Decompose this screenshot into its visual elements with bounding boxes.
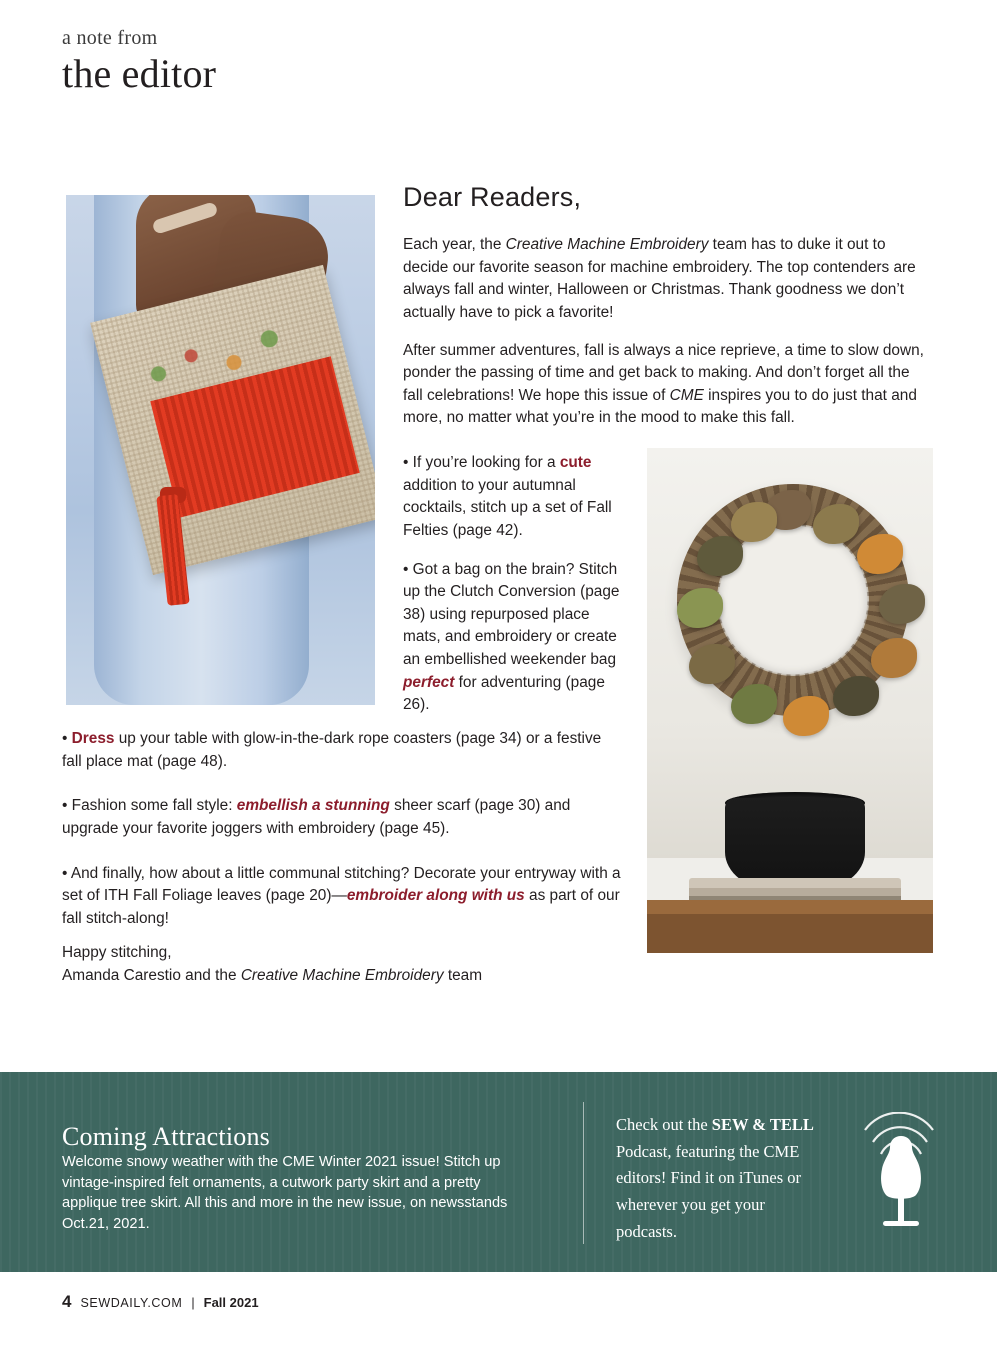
signoff-italic: Creative Machine Embroidery xyxy=(240,966,444,984)
clutch-bag-photo xyxy=(66,195,375,705)
footer-separator: | xyxy=(191,1296,195,1310)
band-divider xyxy=(583,1102,584,1244)
p2-part1: After summer adventures, fall is always a nice reprieve, a time to slow down, ponder the passing of time and get back to making. And don’t forget all the fall celebrations! We hope this issue of xyxy=(403,341,924,404)
letter-signoff xyxy=(62,942,624,987)
narrow-bullet-list xyxy=(403,452,628,733)
letter-body xyxy=(403,234,933,445)
p2-italic: CME xyxy=(669,386,704,404)
bullet-rest: addition to your autumnal cocktails, stitch up a set of Fall Felties (page 42). xyxy=(403,476,612,539)
signoff-tail: team xyxy=(443,966,483,984)
bullet-lead: • If you’re looking for a xyxy=(403,454,560,471)
list-item xyxy=(62,728,624,773)
photo-wood-table xyxy=(647,900,933,953)
p1-italic: Creative Machine Embroidery xyxy=(505,236,709,253)
page-masthead xyxy=(62,28,216,96)
bullet-emphasis: cute xyxy=(559,454,592,471)
coming-attractions-body: Welcome snowy weather with the CME Winter 2021 issue! Stitch up vintage-inspired felt ornaments, a cutwork party skirt and a pretty applique tree skirt. All this and more in the new issue, on newsstands Oct.21, 2021. xyxy=(62,1154,508,1233)
page-number: 4 xyxy=(62,1292,72,1311)
list-item xyxy=(403,559,628,717)
wide-bullet-list xyxy=(62,728,624,952)
masthead-kicker: a note from xyxy=(62,27,158,49)
photo-black-bowl xyxy=(725,798,865,890)
p1-part2: team has to duke it out to decide our favorite season for machine embroidery. The top contenders are always fall and winter, Halloween or Christmas. Thank goodness we don’t actually have to pick a favorite! xyxy=(403,236,916,321)
p2-part2: inspires you to do just that and more, no matter what you’re in the mood to make this fall. xyxy=(403,386,917,427)
bullet-emphasis: embellish a stunning xyxy=(236,797,390,815)
letter-greeting: Dear Readers, xyxy=(403,182,582,212)
bullet-emphasis: perfect xyxy=(403,673,455,691)
letter-paragraph-2 xyxy=(403,340,933,431)
list-item xyxy=(62,863,624,931)
bullet-lead: • And finally, how about a little communal stitching? Decorate your entryway with a set of ITH Fall Foliage leaves (page 20)— xyxy=(62,864,621,905)
podcast-promo-text xyxy=(616,1112,828,1246)
bullet-rest: for adventuring (page 26). xyxy=(403,673,605,714)
podcast-part1: Check out the xyxy=(616,1115,712,1134)
podcast-dressform-icon xyxy=(845,1112,945,1237)
list-item xyxy=(403,452,628,543)
bullet-lead: • Got a bag on the brain? Stitch up the Clutch Conversion (page 38) using repurposed place mats, and embroidery or create an embellished weekender bag xyxy=(403,560,620,669)
footer-site: SEWDAILY.COM xyxy=(80,1296,183,1310)
page-footer xyxy=(62,1292,259,1312)
page-title: the editor xyxy=(62,51,217,96)
bullet-rest: up your table with glow-in-the-dark rope coasters (page 34) or a festive fall place mat (page 48). xyxy=(62,730,602,770)
list-item xyxy=(62,795,624,840)
bullet-emphasis: Dress xyxy=(71,730,115,747)
podcast-part2: Podcast, featuring the CME editors! Find it on iTunes or wherever you get your podcasts. xyxy=(616,1141,802,1241)
signoff-line-2 xyxy=(62,965,624,988)
letter-paragraph-1 xyxy=(403,234,933,325)
signoff-name: Amanda Carestio and the xyxy=(62,966,241,984)
bullet-lead: • xyxy=(62,730,72,747)
podcast-name: SEW & TELL xyxy=(711,1115,814,1134)
bullet-lead: • Fashion some fall style: xyxy=(62,797,237,815)
footer-issue: Fall 2021 xyxy=(203,1295,259,1310)
bullet-rest: sheer scarf (page 30) and upgrade your favorite joggers with embroidery (page 45). xyxy=(62,797,571,837)
p1-part1: Each year, the xyxy=(403,236,506,253)
fall-foliage-wreath-photo xyxy=(647,448,933,953)
bullet-emphasis: embroider along with us xyxy=(346,887,525,905)
signoff-line-1: Happy stitching, xyxy=(62,944,172,961)
bullet-rest: as part of our fall stitch-along! xyxy=(62,887,620,927)
coming-attractions-title: Coming Attractions xyxy=(62,1122,270,1151)
